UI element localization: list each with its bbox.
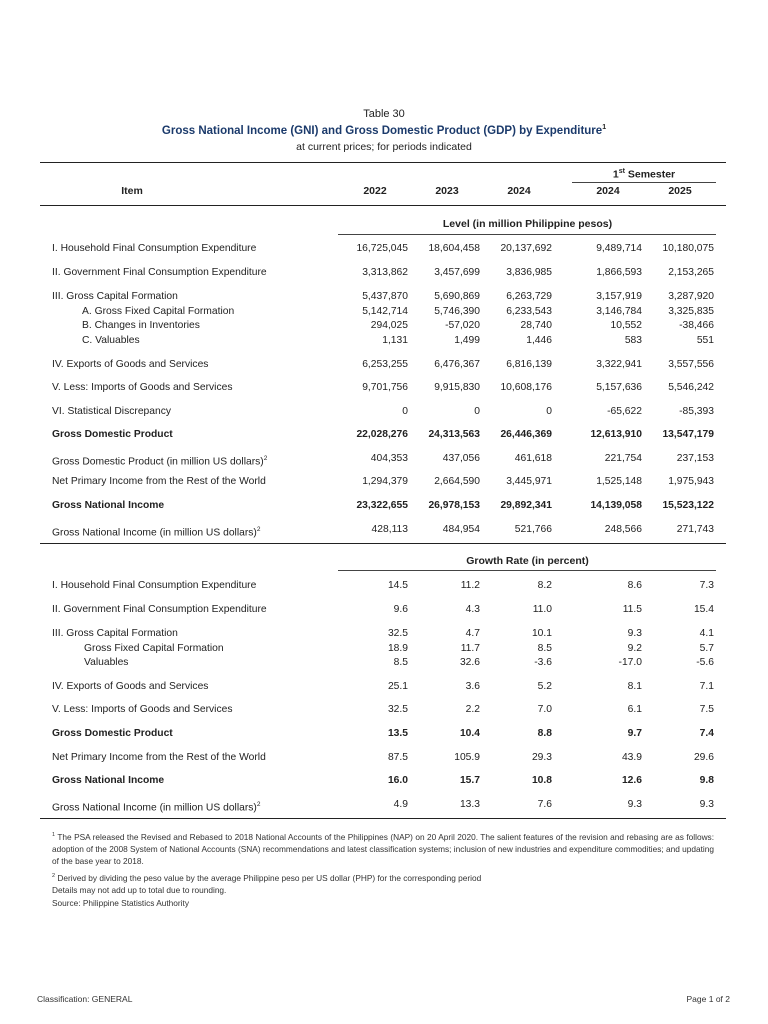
table-cell: 521,766 [514,524,552,535]
row-label-text: Gross National Income [52,500,165,511]
source-note: Source: Philippine Statistics Authority [52,898,189,908]
table-cell: 28,740 [520,320,552,331]
table-cell: 1,525,148 [596,476,642,487]
row-label-text: Gross National Income (in million US dollars) [52,802,257,814]
table-cell: 7.5 [699,704,714,715]
table-cell: 5,142,714 [362,306,408,317]
row-label [52,265,267,280]
table-title-text: Gross National Income (GNI) and Gross Domestic Product (GDP) by Expenditure [161,124,603,137]
table-cell: 237,153 [676,453,714,464]
table-cell: 29.3 [531,752,552,763]
page-number: Page 1 of 2 [686,994,730,1004]
row-label [52,679,208,694]
row-label [52,602,267,617]
row-label-text: Net Primary Income from the Rest of the World [52,476,266,487]
table-cell: -17.0 [618,657,642,668]
row-label [52,427,173,442]
table-cell: 6,476,367 [434,359,480,370]
semester-header [572,168,716,181]
table-cell: 8.8 [537,728,552,739]
row-label [52,797,261,815]
footnote-1 [52,829,714,867]
top-rule [40,162,726,163]
table-cell: 9.3 [699,799,714,810]
table-cell: 6,263,729 [506,291,552,302]
row-label [82,333,140,348]
growth-section-rule [338,570,716,571]
row-label-text: Gross National Income (in million US dollars) [52,527,257,539]
row-label-text: Gross National Income [52,775,165,786]
table-cell: 32.5 [387,628,408,639]
row-label [52,241,256,256]
col-2022: 2022 [363,185,387,197]
table-cell: -5.6 [696,657,714,668]
table-cell: 26,978,153 [428,500,480,511]
header-rule [40,205,726,206]
table-cell: 11.0 [532,604,552,615]
table-cell: 2,664,590 [434,476,480,487]
table-subtitle: at current prices; for periods indicated [296,141,472,153]
table-cell: 1,131 [382,335,408,346]
row-footnote-ref: 2 [256,801,261,808]
table-cell: 4.1 [699,628,714,639]
table-cell: 221,754 [604,453,642,464]
table-cell: 15.4 [693,604,714,615]
table-cell: 8.6 [627,580,642,591]
table-cell: 9.2 [627,643,642,654]
row-label-text: V. Less: Imports of Goods and Services [52,704,233,715]
table-cell: 9.7 [627,728,642,739]
table-cell: 8.5 [393,657,408,668]
table-cell: 437,056 [442,453,480,464]
semester-word: Semester [627,168,676,181]
level-section-heading: Level (in million Philippine pesos) [442,218,613,230]
footnote-1-sup: 1 [52,832,56,838]
table-cell: 0 [546,406,552,417]
row-label [52,578,256,593]
table-cell: 13.5 [387,728,408,739]
table-cell: 3.6 [465,681,480,692]
table-cell: 0 [474,406,480,417]
table-cell: 5,690,869 [434,291,480,302]
rounding-note: Details may not add up to total due to rounding. [52,885,227,895]
table-cell: 43.9 [621,752,642,763]
row-label-text: Gross Domestic Product [52,728,173,739]
table-cell: 105.9 [454,752,480,763]
table-number: Table 30 [363,108,405,120]
row-label-text: II. Government Final Consumption Expenditure [52,267,267,278]
row-label [52,451,267,469]
table-cell: 25.1 [387,681,408,692]
table-cell: 5,437,870 [362,291,408,302]
semester-sup: st [618,168,625,175]
table-cell: 5.2 [537,681,552,692]
table-cell: 3,325,835 [668,306,714,317]
table-cell: 8.1 [627,681,642,692]
row-label [52,289,178,304]
table-cell: 16.0 [387,775,408,786]
table-cell: -85,393 [679,406,714,417]
table-cell: 14,139,058 [590,500,642,511]
table-cell: 87.5 [387,752,408,763]
table-cell: 10,552 [610,320,642,331]
table-cell: 7.0 [537,704,552,715]
table-cell: 4.7 [465,628,480,639]
row-label [52,626,178,641]
table-cell: 1,866,593 [596,267,642,278]
row-footnote-ref: 2 [263,455,268,462]
bottom-rule [40,818,726,819]
table-cell: 32.6 [459,657,480,668]
table-cell: 3,146,784 [596,306,642,317]
row-label [52,750,266,765]
table-cell: -38,466 [679,320,714,331]
row-footnote-ref: 2 [256,526,261,533]
classification-label: Classification: GENERAL [37,994,133,1004]
table-cell: -57,020 [445,320,480,331]
table-cell: 404,353 [370,453,408,464]
growth-section-heading: Growth Rate (in percent) [466,555,589,567]
table-cell: 6,816,139 [506,359,552,370]
table-cell: 7.1 [699,681,714,692]
row-label-text: B. Changes in Inventories [82,320,200,331]
table-cell: 24,313,563 [428,429,480,440]
table-cell: 3,157,919 [596,291,642,302]
table-cell: 3,445,971 [506,476,552,487]
table-cell: 15,523,122 [662,500,714,511]
table-cell: 1,975,943 [668,476,714,487]
table-cell: 6.1 [627,704,642,715]
table-cell: 9.8 [699,775,714,786]
row-label-text: Valuables [84,657,129,668]
table-cell: 2.2 [465,704,480,715]
row-label [52,357,208,372]
table-cell: 4.3 [465,604,480,615]
table-cell: 12,613,910 [590,429,642,440]
table-cell: 3,287,920 [668,291,714,302]
table-cell: 2,153,265 [668,267,714,278]
col-sem-2025: 2025 [668,185,692,197]
col-2023: 2023 [435,185,459,197]
row-label-text: IV. Exports of Goods and Services [52,359,209,370]
row-label-text: Gross Domestic Product (in million US dollars) [52,456,264,468]
row-label [84,655,128,670]
table-cell: 7.6 [537,799,552,810]
row-label-text: V. Less: Imports of Goods and Services [52,382,233,393]
row-label-text: I. Household Final Consumption Expenditure [52,580,257,591]
table-cell: 9,915,830 [434,382,480,393]
table-cell: 5,546,242 [668,382,714,393]
table-cell: 461,618 [514,453,552,464]
footnote-1-text: The PSA released the Revised and Rebased to 2018 National Accounts of the Philippines (NAP) on 20 April 2020. The salient features of the revision and rebasing are as follows: adoption of the 2008 System of National Accounts (SNA) recommendations and latest classification systems; inclusion of new industries and expenditure commodities; and updating of the base year to 2018. [52,831,715,866]
footnote-2-text: Derived by dividing the peso value by the average Philippine peso per US dollar (PHP) for the corresponding period [57,872,482,883]
row-label [82,304,234,319]
semester-rule [572,182,716,183]
table-cell: 294,025 [370,320,408,331]
table-cell: 484,954 [442,524,480,535]
table-cell: 10.4 [459,728,480,739]
table-cell: 8.5 [537,643,552,654]
table-cell: 3,457,699 [434,267,480,278]
table-cell: 8.2 [537,580,552,591]
table-cell: 13,547,179 [662,429,714,440]
table-cell: 7.4 [699,728,714,739]
table-cell: 10.8 [531,775,552,786]
table-cell: 1,294,379 [362,476,408,487]
table-cell: 9.3 [627,799,642,810]
title-footnote-ref: 1 [602,124,607,131]
table-cell: 6,253,255 [362,359,408,370]
row-label-text: Gross Fixed Capital Formation [84,643,224,654]
table-cell: 26,446,369 [500,429,552,440]
table-cell: 15.7 [459,775,480,786]
table-cell: 32.5 [387,704,408,715]
table-cell: -3.6 [534,657,552,668]
table-cell: 12.6 [621,775,642,786]
col-sem-2024: 2024 [596,185,620,197]
table-cell: 1,499 [454,335,480,346]
table-cell: 3,322,941 [596,359,642,370]
table-cell: 29,892,341 [500,500,552,511]
table-cell: 1,446 [526,335,552,346]
col-2024: 2024 [507,185,531,197]
table-cell: 18.9 [387,643,408,654]
row-label-text: C. Valuables [82,335,140,346]
table-cell: 583 [624,335,642,346]
row-label [52,498,164,513]
table-cell: 11.5 [622,604,642,615]
table-cell: 22,028,276 [356,429,408,440]
row-label [84,641,224,656]
table-cell: 5,746,390 [434,306,480,317]
table-cell: 29.6 [693,752,714,763]
table-cell: 248,566 [604,524,642,535]
row-label [82,318,200,333]
section-divider-rule [40,543,726,544]
footnote-2-sup: 2 [52,873,56,879]
table-cell: 9.6 [393,604,408,615]
table-cell: 11.2 [460,580,480,591]
row-label [52,404,171,419]
table-cell: 13.3 [459,799,480,810]
table-cell: 428,113 [371,524,408,535]
table-cell: 9,489,714 [596,243,642,254]
row-label-text: III. Gross Capital Formation [52,291,178,302]
row-label [52,726,173,741]
table-cell: 551 [696,335,714,346]
col-item: Item [121,185,143,197]
table-cell: 16,725,045 [356,243,408,254]
table-cell: 0 [402,406,408,417]
table-cell: 18,604,458 [428,243,480,254]
table-cell: 7.3 [699,580,714,591]
table-cell: 9.3 [627,628,642,639]
row-label-text: II. Government Final Consumption Expenditure [52,604,267,615]
table-cell: 4.9 [393,799,408,810]
table-cell: 5,157,636 [596,382,642,393]
row-label-text: A. Gross Fixed Capital Formation [82,306,235,317]
table-cell: -65,622 [607,406,642,417]
table-title [0,124,768,137]
row-label-text: Gross Domestic Product [52,429,173,440]
row-label [52,380,232,395]
row-label [52,522,261,540]
level-section-rule [338,234,716,235]
table-cell: 11.7 [460,643,480,654]
row-label [52,702,232,717]
row-label-text: I. Household Final Consumption Expenditure [52,243,257,254]
row-label-text: IV. Exports of Goods and Services [52,681,209,692]
table-cell: 23,322,655 [356,500,408,511]
row-label [52,773,164,788]
table-cell: 14.5 [387,580,408,591]
table-cell: 10,608,176 [500,382,552,393]
row-label-text: III. Gross Capital Formation [52,628,178,639]
table-cell: 9,701,756 [362,382,408,393]
table-cell: 6,233,543 [506,306,552,317]
table-cell: 10.1 [531,628,552,639]
row-label [52,474,266,489]
footnote-2 [52,870,714,884]
row-label-text: VI. Statistical Discrepancy [52,406,172,417]
table-cell: 271,743 [676,524,714,535]
table-cell: 10,180,075 [662,243,714,254]
table-cell: 3,557,556 [668,359,714,370]
table-cell: 3,313,862 [362,267,408,278]
semester-num: 1 [612,168,619,181]
table-cell: 3,836,985 [506,267,552,278]
table-cell: 20,137,692 [500,243,552,254]
row-label-text: Net Primary Income from the Rest of the World [52,752,266,763]
table-cell: 5.7 [699,643,714,654]
